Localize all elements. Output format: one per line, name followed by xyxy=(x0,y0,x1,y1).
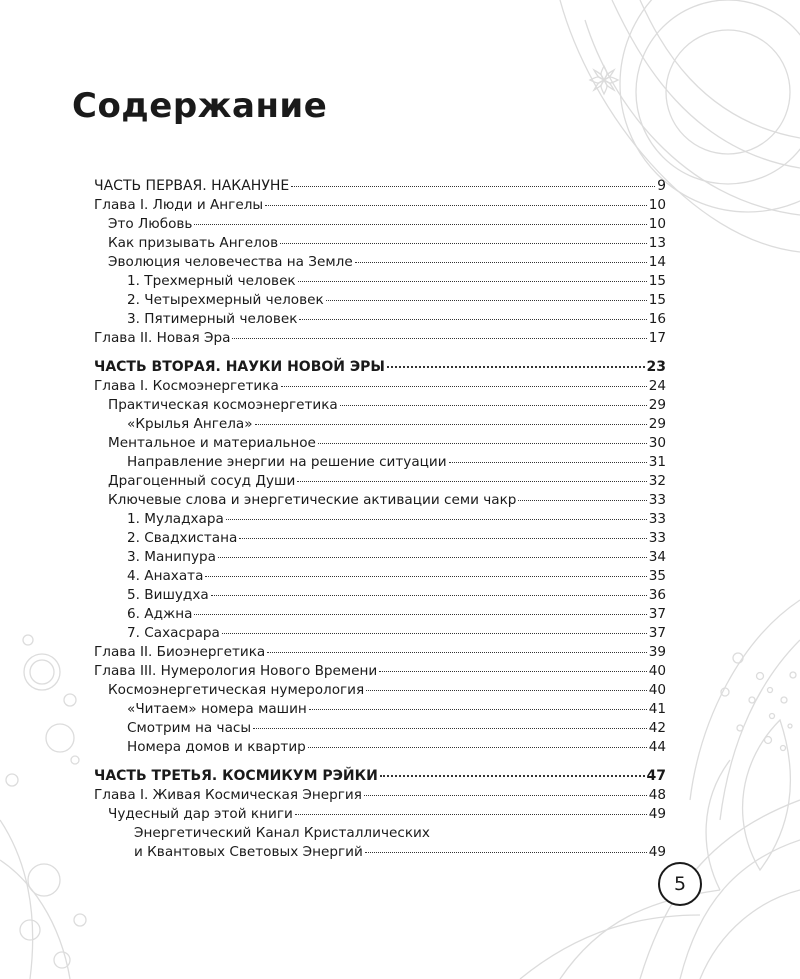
dot-leader xyxy=(226,519,647,520)
toc-part-heading[interactable] xyxy=(94,177,666,196)
toc-part-1 xyxy=(94,177,666,348)
toc-entry[interactable] xyxy=(94,605,666,624)
toc-entry[interactable] xyxy=(94,529,666,548)
dot-leader xyxy=(379,671,646,672)
toc-page: 29 xyxy=(648,416,666,432)
toc-page: 23 xyxy=(646,359,666,375)
toc-label: «Крылья Ангела» xyxy=(127,416,253,432)
dot-leader xyxy=(232,338,646,339)
toc-part-heading[interactable] xyxy=(94,767,666,786)
toc-label: Глава I. Живая Космическая Энергия xyxy=(94,787,362,803)
toc-part-heading[interactable] xyxy=(94,358,666,377)
toc-entry[interactable] xyxy=(94,567,666,586)
dot-leader xyxy=(326,300,647,301)
toc-page: 47 xyxy=(646,768,666,784)
toc-label: 1. Трехмерный человек xyxy=(127,273,296,289)
toc-page: 16 xyxy=(648,311,666,327)
dot-leader xyxy=(309,709,647,710)
toc-page: 36 xyxy=(648,587,666,603)
dot-leader xyxy=(318,443,647,444)
toc-page: 13 xyxy=(648,235,666,251)
toc-page: 44 xyxy=(648,739,666,755)
toc-label: Космоэнергетическая нумерология xyxy=(108,682,365,698)
toc-label: Это Любовь xyxy=(108,216,193,232)
toc-page: 35 xyxy=(648,568,666,584)
dot-leader xyxy=(299,319,646,320)
toc-entry[interactable] xyxy=(94,700,666,719)
toc-page: 37 xyxy=(648,606,666,622)
toc-entry[interactable] xyxy=(94,643,666,662)
toc-label: Практическая космоэнергетика xyxy=(108,397,338,413)
dot-leader xyxy=(308,747,647,748)
toc-page: 10 xyxy=(648,197,666,213)
toc-label: Драгоценный сосуд Души xyxy=(108,473,296,489)
toc-part-3 xyxy=(94,767,666,862)
dot-leader xyxy=(295,814,647,815)
dot-leader xyxy=(366,690,647,691)
toc-label: 6. Аджна xyxy=(127,606,193,622)
toc-entry[interactable] xyxy=(94,415,666,434)
dot-leader xyxy=(205,576,646,577)
toc-entry[interactable] xyxy=(94,196,666,215)
page-number: 5 xyxy=(673,873,687,895)
dot-leader xyxy=(380,775,645,777)
toc-page: 15 xyxy=(648,273,666,289)
toc-label: Как призывать Ангелов xyxy=(108,235,279,251)
toc-entry[interactable] xyxy=(94,624,666,643)
toc-page: 32 xyxy=(648,473,666,489)
page-title: Содержание xyxy=(72,86,328,126)
toc-entry[interactable] xyxy=(94,310,666,329)
dot-leader xyxy=(194,614,646,615)
toc-label: ЧАСТЬ ПЕРВАЯ. НАКАНУНЕ xyxy=(94,178,290,194)
toc-page: 10 xyxy=(648,216,666,232)
toc-label: Глава II. Биоэнергетика xyxy=(94,644,266,660)
toc-label: ЧАСТЬ ВТОРАЯ. НАУКИ НОВОЙ ЭРЫ xyxy=(94,359,385,375)
page-number-badge xyxy=(658,862,702,906)
toc-page: 37 xyxy=(648,625,666,641)
toc-entry[interactable] xyxy=(94,434,666,453)
toc-label: 5. Вишудха xyxy=(127,587,209,603)
toc-page: 33 xyxy=(648,492,666,508)
dot-leader xyxy=(253,728,647,729)
toc-label: Направление энергии на решение ситуации xyxy=(127,454,447,470)
toc-label: «Читаем» номера машин xyxy=(127,701,307,717)
toc-page: 39 xyxy=(648,644,666,660)
dot-leader xyxy=(211,595,647,596)
toc-label: 7. Сахасрара xyxy=(127,625,220,641)
dot-leader xyxy=(239,538,646,539)
toc-page: 17 xyxy=(648,330,666,346)
toc-entry[interactable] xyxy=(94,719,666,738)
toc-entry[interactable] xyxy=(94,738,666,757)
toc-page: 14 xyxy=(648,254,666,270)
toc-page: 40 xyxy=(648,682,666,698)
toc-label: Эволюция человечества на Земле xyxy=(108,254,353,270)
toc-label: Ключевые слова и энергетические активации семи чакр xyxy=(108,492,517,508)
toc-entry[interactable] xyxy=(94,272,666,291)
dot-leader xyxy=(218,557,647,558)
toc-page: 40 xyxy=(648,663,666,679)
toc-entry[interactable] xyxy=(94,491,666,510)
toc-entry[interactable] xyxy=(94,681,666,700)
dot-leader xyxy=(222,633,647,634)
toc-label: Глава I. Люди и Ангелы xyxy=(94,197,264,213)
dot-leader xyxy=(267,652,646,653)
toc-label: Глава II. Новая Эра xyxy=(94,330,231,346)
toc-entry[interactable] xyxy=(94,396,666,415)
dot-leader xyxy=(194,224,646,225)
toc-entry[interactable] xyxy=(94,234,666,253)
toc-label-line-2: и Квантовых Световых Энергий xyxy=(134,844,363,860)
toc-label: 2. Четырехмерный человек xyxy=(127,292,324,308)
dot-leader xyxy=(449,462,647,463)
toc-entry[interactable] xyxy=(94,453,666,472)
dot-leader xyxy=(340,405,647,406)
toc-page: 30 xyxy=(648,435,666,451)
dot-leader xyxy=(387,366,645,368)
toc-entry[interactable] xyxy=(94,824,666,862)
toc-page: 42 xyxy=(648,720,666,736)
toc-label: ЧАСТЬ ТРЕТЬЯ. КОСМИКУМ РЭЙКИ xyxy=(94,768,378,784)
toc-page: 24 xyxy=(648,378,666,394)
toc-page: 34 xyxy=(648,549,666,565)
toc-entry[interactable] xyxy=(94,377,666,396)
toc-entry[interactable] xyxy=(94,291,666,310)
toc-entry[interactable] xyxy=(94,215,666,234)
toc-label: 3. Пятимерный человек xyxy=(127,311,298,327)
toc-label: Глава I. Космоэнергетика xyxy=(94,378,279,394)
toc-entry[interactable] xyxy=(94,548,666,567)
dot-leader xyxy=(255,424,647,425)
dot-leader xyxy=(355,262,647,263)
toc-label: 3. Манипура xyxy=(127,549,216,565)
dot-leader xyxy=(281,386,647,387)
dot-leader xyxy=(291,186,655,187)
toc-part-2 xyxy=(94,358,666,757)
toc-entry[interactable] xyxy=(94,329,666,348)
toc-entry[interactable] xyxy=(94,786,666,805)
toc-page: 48 xyxy=(648,787,666,803)
toc-entry[interactable] xyxy=(94,586,666,605)
toc-entry-last-line xyxy=(134,843,666,862)
toc-page: 9 xyxy=(657,178,666,194)
toc-label: Ментальное и материальное xyxy=(108,435,316,451)
toc-label: 2. Свадхистана xyxy=(127,530,238,546)
toc-page: 49 xyxy=(648,806,666,822)
toc-entry[interactable] xyxy=(94,472,666,491)
toc-page: 33 xyxy=(648,530,666,546)
toc-label: 1. Муладхара xyxy=(127,511,224,527)
toc-page: 49 xyxy=(648,844,666,860)
dot-leader xyxy=(297,481,646,482)
dot-leader xyxy=(365,852,647,853)
toc-entry[interactable] xyxy=(94,510,666,529)
toc-page: 41 xyxy=(648,701,666,717)
toc-label-line-1: Энергетический Канал Кристаллических xyxy=(134,825,430,841)
toc-entry[interactable] xyxy=(94,805,666,824)
dot-leader xyxy=(280,243,647,244)
dot-leader xyxy=(265,205,647,206)
toc-entry[interactable] xyxy=(94,253,666,272)
toc-label: Чудесный дар этой книги xyxy=(108,806,293,822)
toc-label: 4. Анахата xyxy=(127,568,204,584)
dot-leader xyxy=(364,795,647,796)
toc-label: Глава III. Нумерология Нового Времени xyxy=(94,663,378,679)
toc-page: 15 xyxy=(648,292,666,308)
toc-entry[interactable] xyxy=(94,662,666,681)
toc-page: 33 xyxy=(648,511,666,527)
table-of-contents xyxy=(94,177,666,862)
toc-page: 31 xyxy=(648,454,666,470)
dot-leader xyxy=(298,281,647,282)
dot-leader xyxy=(518,500,646,501)
toc-label: Смотрим на часы xyxy=(127,720,252,736)
toc-page: 29 xyxy=(648,397,666,413)
toc-label: Номера домов и квартир xyxy=(127,739,306,755)
